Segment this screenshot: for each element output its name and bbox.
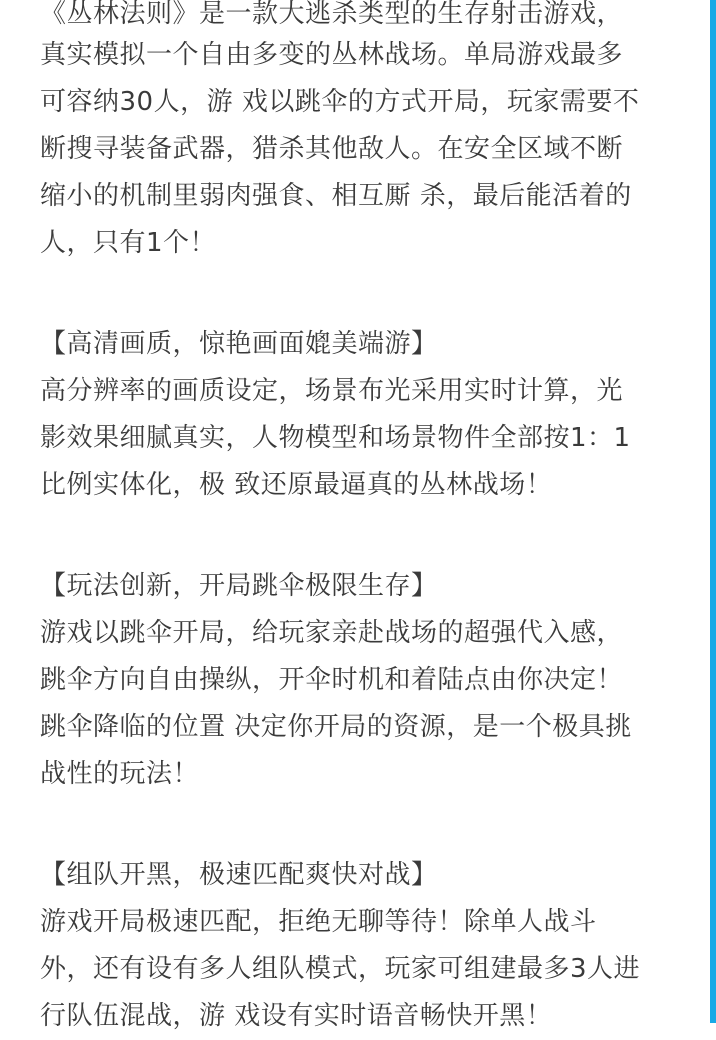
text-line: 行队伍混战，游 戏设有实时语音畅快开黑！ [40,1001,553,1031]
section-title: 【组队开黑，极速匹配爽快对战】 [40,860,438,890]
text-line: 人，只有1个！ [40,228,217,258]
text-line: 外，还有设有多人组队模式，玩家可组建最多3人进 [40,954,641,984]
scroll-accent-bar [710,0,716,1023]
text-line: 比例实体化，极 致还原最逼真的丛林战场！ [40,470,553,500]
text-line: 跳伞方向自由操纵，开伞时机和着陆点由你决定！ [40,665,624,695]
text-line: 游戏开局极速匹配，拒绝无聊等待！除单人战斗 [40,907,597,937]
text-line: 《丛林法则》是一款大逃杀类型的生存射击游戏， [40,0,624,29]
text-line: 游戏以跳伞开局，给玩家亲赴战场的超强代入感， [40,618,624,648]
intro-paragraph [40,0,670,267]
text-line: 真实模拟一个自由多变的丛林战场。单局游戏最多 [40,40,624,70]
text-line: 影效果细腻真实，人物模型和场景物件全部按1：1 [40,423,631,453]
game-description [40,0,670,1040]
section-graphics [40,321,670,509]
text-line: 缩小的机制里弱肉强食、相互厮 杀，最后能活着的 [40,181,632,211]
section-title: 【高清画质，惊艳画面媲美端游】 [40,329,438,359]
text-line: 高分辨率的画质设定，场景布光采用实时计算，光 [40,376,624,406]
section-title: 【玩法创新，开局跳伞极限生存】 [40,571,438,601]
text-line: 跳伞降临的位置 决定你开局的资源，是一个极具挑 [40,712,632,742]
text-line: 断搜寻装备武器，猎杀其他敌人。在安全区域不断 [40,134,624,164]
text-line: 可容纳30人，游 戏以跳伞的方式开局，玩家需要不 [40,87,640,117]
section-gameplay [40,563,670,798]
section-team [40,852,670,1040]
text-line: 战性的玩法！ [40,759,200,789]
